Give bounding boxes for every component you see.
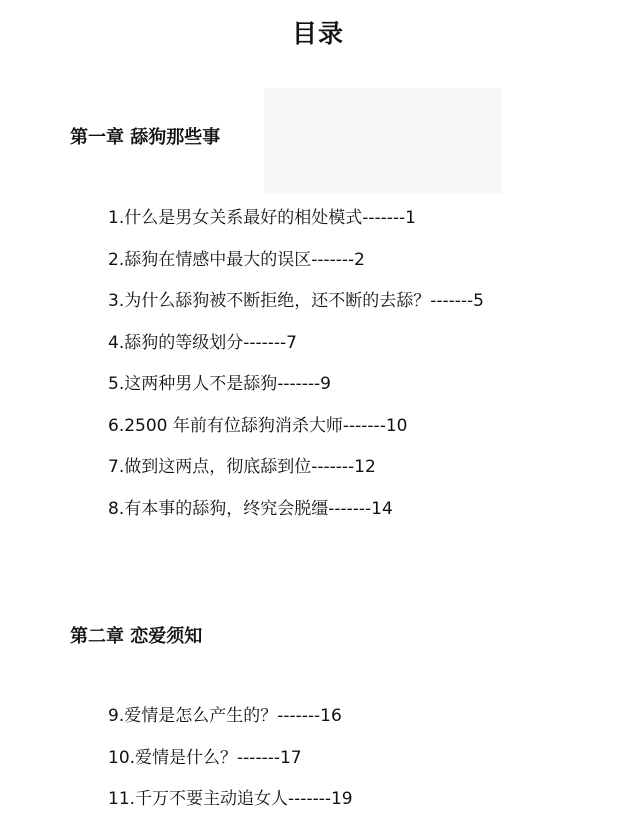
toc-entry[interactable]: 6.2500 年前有位舔狗消杀大师-------10 [108,415,408,436]
toc-entry[interactable]: 10.爱情是什么？-------17 [108,747,302,768]
toc-list-chapter-2 [108,703,353,828]
toc-entry[interactable]: 8.有本事的舔狗，终究会脱缰-------14 [108,498,393,519]
toc-entry[interactable]: 4.舔狗的等级划分-------7 [108,332,297,353]
toc-entry[interactable]: 7.做到这两点，彻底舔到位-------12 [108,457,376,477]
toc-entry[interactable]: 1.什么是男女关系最好的相处模式-------1 [108,208,416,228]
toc-entry[interactable]: 5.这两种男人不是舔狗-------9 [108,374,331,394]
watermark-image [264,88,502,194]
toc-entry[interactable]: 9.爱情是怎么产生的？-------16 [108,706,342,726]
page-title: 目录 [291,19,344,48]
toc-entry[interactable]: 3.为什么舔狗被不断拒绝，还不断的去舔？-------5 [108,291,484,311]
chapter-heading-1: 第一章 舔狗那些事 [70,127,221,148]
toc-entry[interactable]: 2.舔狗在情感中最大的误区-------2 [108,249,365,270]
chapter-heading-2: 第二章 恋爱须知 [70,626,203,647]
toc-list-chapter-1 [108,205,484,537]
toc-entry[interactable]: 11.千万不要主动追女人-------19 [108,789,353,809]
